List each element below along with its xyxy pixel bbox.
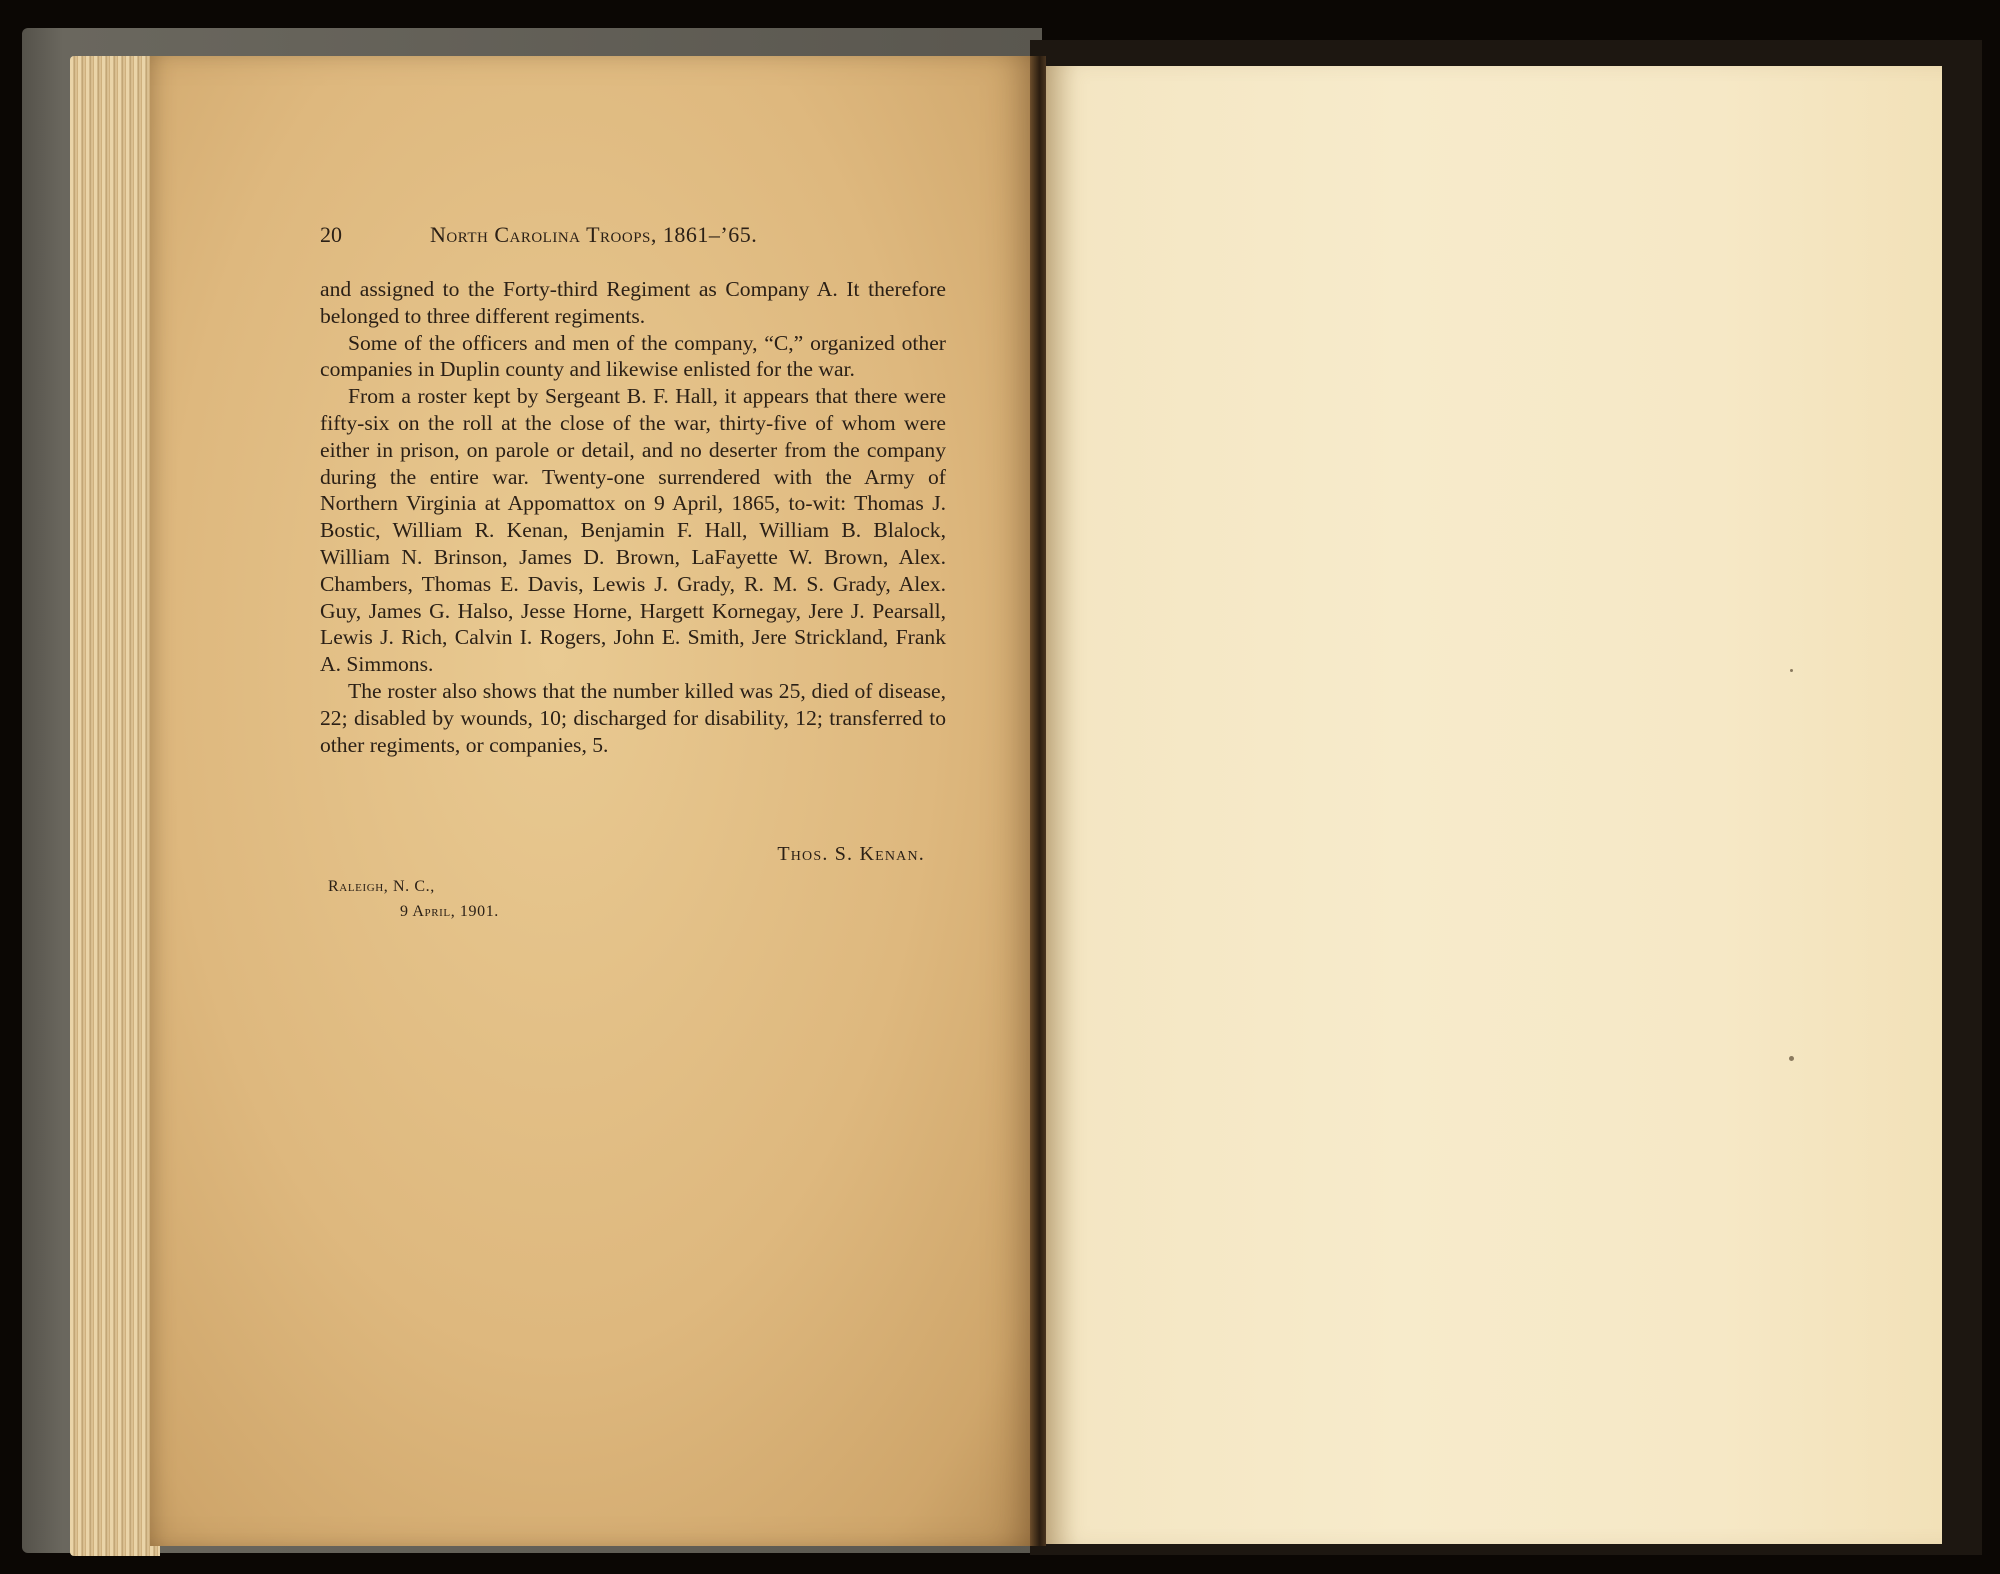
paragraph-1: and assigned to the Forty-third Regiment as Company A. It therefore belonged to three different regiments. xyxy=(320,277,946,328)
right-page-blank xyxy=(1042,66,1942,1544)
page-body-text xyxy=(320,276,946,758)
paragraph-3: From a roster kept by Sergeant B. F. Hall, it appears that there were fifty-six on the roll at the close of the war, thirty-five of whom were either in prison, on parole or detail, and no deserter from the company during the entire war. Twenty-one surrendered with the Army of Northern Virginia at Appomattox on 9 April, 1865, to-wit: Thomas J. Bostic, William R. Kenan, Benjamin F. Hall, William B. Blalock, William N. Brinson, James D. Brown, LaFayette W. Brown, Alex. Chambers, Thomas E. Davis, Lewis J. Grady, R. M. S. Grady, Alex. Guy, James G. Halso, Jesse Horne, Hargett Kornegay, Jere J. Pearsall, Lewis J. Rich, Calvin I. Rogers, John E. Smith, Jere Strickland, Frank A. Simmons. xyxy=(320,384,946,677)
paper-fleck xyxy=(1789,1056,1794,1061)
paragraph-4: The roster also shows that the number killed was 25, died of disease, 22; disabled by wounds, 10; discharged for disability, 12; transferred to other regiments, or companies, 5. xyxy=(320,678,946,757)
date-line: 9 April, 1901. xyxy=(400,903,499,920)
book-gutter xyxy=(1030,56,1046,1546)
paper-fleck xyxy=(1790,669,1793,672)
place-line: Raleigh, N. C., xyxy=(328,878,435,895)
running-title: North Carolina Troops, 1861–’65. xyxy=(430,222,758,247)
author-signature: Thos. S. Kenan. xyxy=(777,843,925,865)
running-header xyxy=(320,222,946,248)
page-edges xyxy=(70,56,160,1556)
paragraph-2: Some of the officers and men of the company, “C,” organized other companies in Duplin county and likewise enlisted for the war. xyxy=(320,330,946,382)
page-number: 20 xyxy=(320,222,342,247)
